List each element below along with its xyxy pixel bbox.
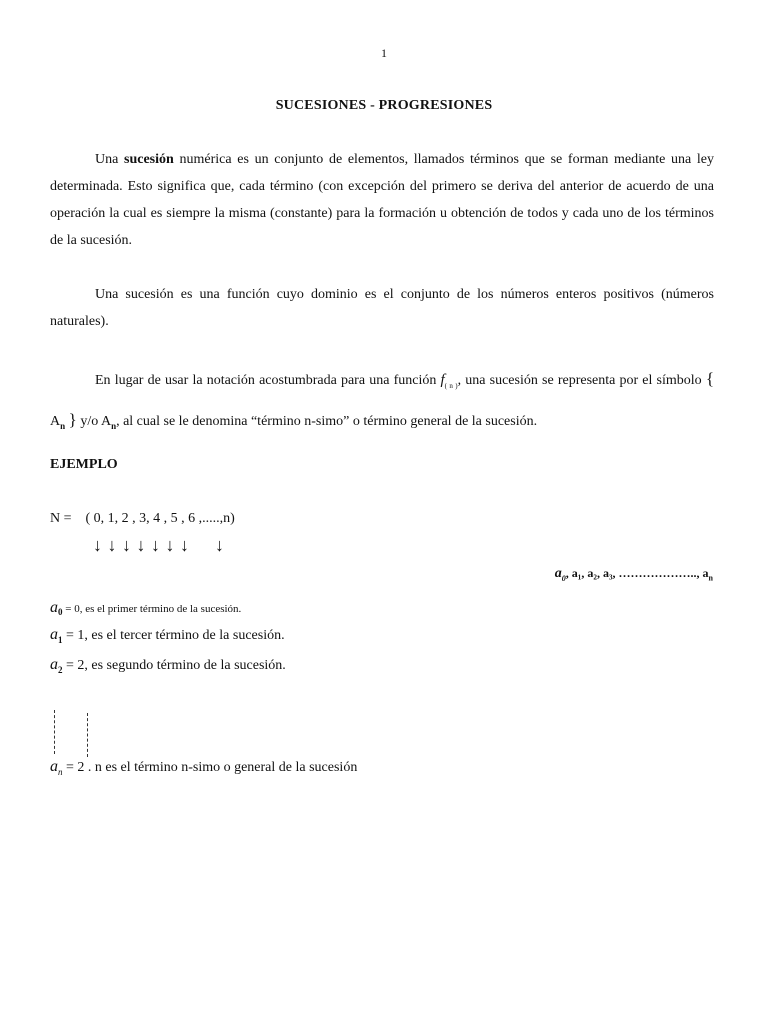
ellipsis-dashes-right — [87, 713, 88, 757]
symbol-A-letter: A — [50, 414, 61, 429]
natural-set-values: ( 0, 1, 2 , 3, 4 , 5 , 6 ,.....,n) — [85, 511, 235, 526]
down-arrow-icon: ↓ ↓ ↓ ↓ ↓ ↓ ↓ — [93, 535, 189, 555]
notation-text-2: , una sucesión se representa por el símbolo — [457, 373, 706, 388]
paragraph-lead: Una — [95, 152, 125, 167]
term-symbol: a — [50, 656, 58, 673]
notation-text-3: , al cual se le denomina “término n-simo” o término general de la sucesión. — [116, 414, 538, 429]
mapping-arrows — [93, 535, 224, 556]
natural-set-line — [50, 511, 235, 527]
term-line-2 — [50, 656, 286, 675]
function-symbol — [440, 372, 457, 388]
symbol-A-letter-2: A — [100, 414, 112, 429]
paragraph-function: Una sucesión es una función cuyo dominio es el conjunto de los números enteros positivos (números naturales). — [50, 287, 714, 329]
seq-a0 — [555, 566, 566, 581]
symbol-A-sub-2: n — [111, 420, 117, 431]
term-symbol: a — [50, 758, 58, 775]
symbol-An — [50, 414, 65, 429]
page-number: 1 — [381, 46, 387, 60]
seq-middle: , a₁, a₂, a₃, ……………….., — [565, 566, 703, 580]
seq-an-sub: n — [708, 573, 713, 583]
natural-set-label: N = — [50, 511, 72, 526]
symbol-A-sub: n — [60, 420, 66, 431]
sequence-terms — [555, 566, 713, 583]
term-text: = 2, es segundo término de la sucesión. — [62, 658, 286, 673]
term-line-1 — [50, 626, 285, 645]
term-subscript: 1 — [58, 634, 63, 645]
term-subscript: n — [58, 766, 63, 777]
notation-yo: y/o — [76, 414, 101, 429]
notation-text-1: En lugar de usar la notación acostumbrada para una función — [95, 373, 441, 388]
function-letter: f — [440, 372, 445, 388]
term-line-n — [50, 758, 357, 777]
term-text: = 0, es el primer término de la sucesión. — [62, 603, 242, 615]
seq-an — [702, 566, 713, 583]
term-symbol: a — [50, 599, 58, 616]
symbol-An-second — [101, 414, 116, 429]
seq-a0-letter: a — [554, 566, 562, 581]
paragraph-rest: numérica es un conjunto de elementos, llamados términos que se forman mediante una ley determinada. Esto significa que, cada término (con excepción del primero se deriva del anterior de acuerdo de una operación la cual es siempre la misma (constante) para la formación u obtención de todos y cada uno de los términos de la sucesión. — [50, 152, 715, 248]
brace-open: { — [705, 369, 714, 388]
bold-term-sucesion: sucesión — [124, 152, 174, 167]
example-heading: EJEMPLO — [50, 457, 118, 472]
function-subscript: ( n ) — [444, 382, 458, 390]
paragraph-definition — [50, 146, 714, 254]
page-title: SUCESIONES - PROGRESIONES — [275, 98, 493, 113]
term-symbol: a — [50, 626, 58, 643]
brace-close: } — [68, 410, 77, 429]
paragraph-notation — [50, 362, 714, 443]
term-subscript: 2 — [58, 664, 63, 675]
term-text: = 1, es el tercer término de la sucesión. — [62, 628, 285, 643]
ellipsis-dashes-left — [54, 710, 55, 754]
term-line-0 — [50, 599, 241, 617]
down-arrow-icon-last: ↓ — [215, 535, 224, 555]
term-text: = 2 . n es el término n-simo o general de la sucesión — [62, 760, 358, 775]
seq-a0-sub: 0 — [561, 573, 566, 583]
term-subscript: 0 — [58, 607, 63, 618]
seq-an-letter: a — [702, 566, 709, 580]
